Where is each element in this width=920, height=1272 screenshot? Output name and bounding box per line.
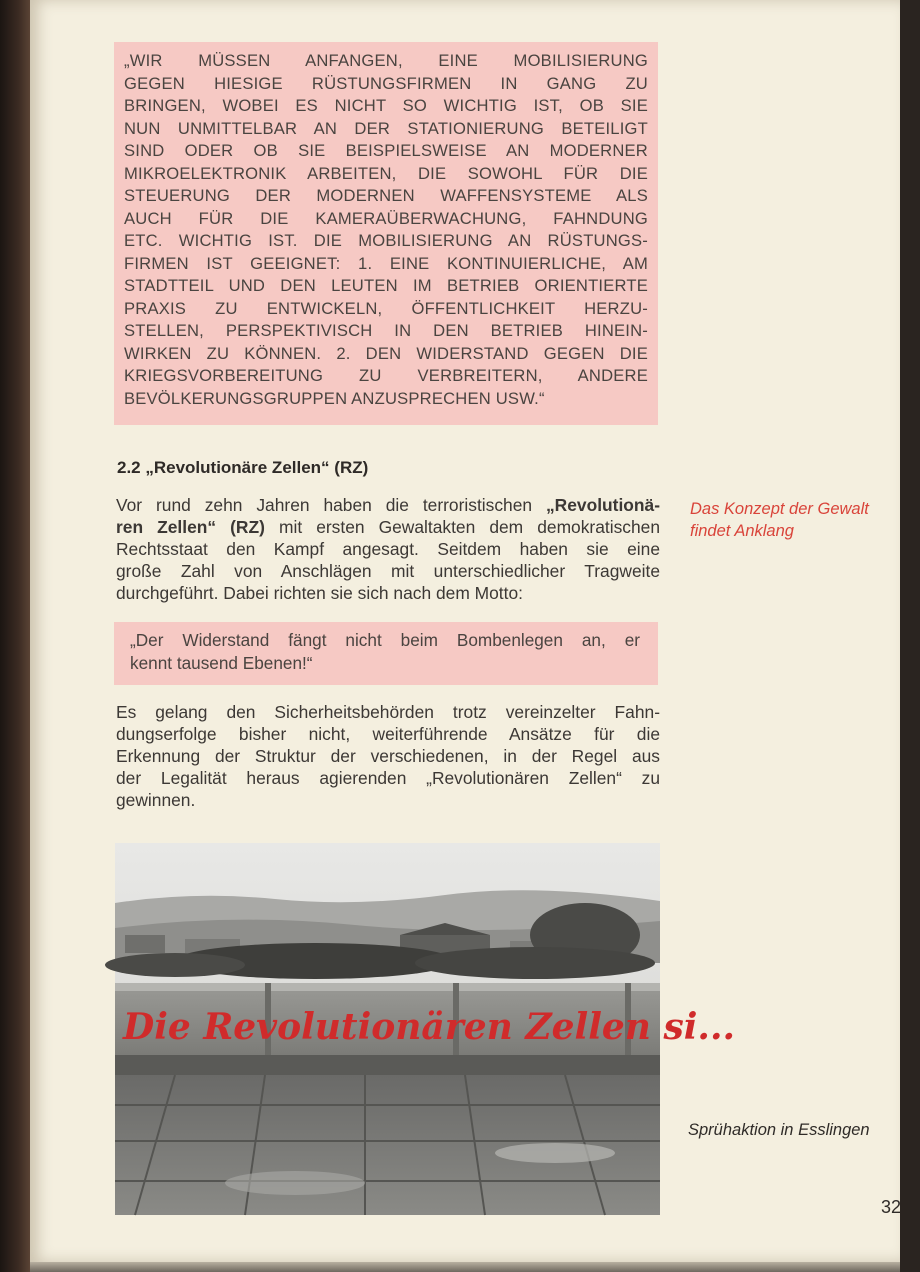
quote-line: WIRKEN ZU KÖNNEN. 2. DEN WIDERSTAND GEGEN DIE xyxy=(124,343,648,363)
margin-note-line: Das Konzept der Gewalt xyxy=(690,500,869,518)
quote-line: STELLEN, PERSPEKTIVISCH IN DEN BETRIEB HINEIN- xyxy=(124,321,648,340)
quote-line: KRIEGSVORBEREITUNG ZU VERBREITERN, ANDERE xyxy=(124,366,648,385)
page-edge xyxy=(30,1262,900,1272)
graffiti-text: Die Revolutionären Zellen si... xyxy=(123,1006,736,1048)
paragraph-line: durchgeführt. Dabei richten sie sich nach dem Motto: xyxy=(116,583,523,603)
paragraph-line: Erkennung der Struktur der verschiedenen, in der Regel aus xyxy=(116,746,660,766)
margin-note xyxy=(690,498,920,542)
bold-term: „Revolutionä- xyxy=(545,495,660,515)
book-binding xyxy=(0,0,30,1272)
quote-line: SIND ODER OB SIE BEISPIELSWEISE AN MODERNER xyxy=(124,141,648,160)
photo-caption: Sprühaktion in Esslingen xyxy=(688,1121,870,1139)
page-number: 32 xyxy=(881,1197,902,1217)
quote-line: AUCH FÜR DIE KAMERAÜBERWACHUNG, FAHNDUNG xyxy=(124,208,648,228)
section-heading: 2.2 „Revolutionäre Zellen“ (RZ) xyxy=(117,458,369,477)
paragraph-line: große Zahl von Anschlägen mit unterschiedlicher Tragweite xyxy=(116,561,660,581)
highlighted-quote-motto xyxy=(114,622,658,685)
paragraph-line: Rechtsstaat den Kampf angesagt. Seitdem haben sie eine xyxy=(116,539,660,559)
paragraph-line: gewinnen. xyxy=(116,790,196,810)
quote-line: STADTTEIL UND DEN LEUTEN IM BETRIEB ORIENTIERTE xyxy=(124,276,648,295)
graffiti-photo-illustration xyxy=(115,843,736,1215)
quote-line: PRAXIS ZU ENTWICKELN, ÖFFENTLICHKEIT HERZU- xyxy=(124,298,648,318)
quote-line: BEVÖLKERUNGSGRUPPEN ANZUSPRECHEN USW.“ xyxy=(124,388,545,408)
graffiti-photo xyxy=(115,843,736,1215)
quote-line: MIKROELEKTRONIK ARBEITEN, DIE SOWOHL FÜR DIE xyxy=(124,163,648,183)
quote-line: NUN UNMITTELBAR AN DER STATIONIERUNG BETEILIGT xyxy=(124,118,648,138)
quote-line: ETC. WICHTIG IST. DIE MOBILISIERUNG AN RÜSTUNGS- xyxy=(124,231,648,250)
quote-line: „WIR MÜSSEN ANFANGEN, EINE MOBILISIERUNG xyxy=(124,51,648,70)
quote-line: kennt tausend Ebenen!“ xyxy=(130,653,313,673)
bold-term: ren Zellen“ (RZ) xyxy=(116,517,265,537)
quote-line: STEUERUNG DER MODERNEN WAFFENSYSTEME ALS xyxy=(124,186,648,205)
paragraph-line: dungserfolge bisher nicht, weiterführende Ansätze für die xyxy=(116,724,660,744)
quote-line: GEGEN HIESIGE RÜSTUNGSFIRMEN IN GANG ZU xyxy=(124,73,648,93)
paragraph-investigation xyxy=(116,701,660,811)
paragraph-line: Vor rund zehn Jahren haben die terroristischen „Revolutionä- xyxy=(116,495,660,515)
quote-line: „Der Widerstand fängt nicht beim Bombenlegen an, er xyxy=(130,630,640,650)
paragraph-line: ren Zellen“ (RZ) mit ersten Gewaltakten dem demokratischen xyxy=(116,517,660,537)
margin-note-line: findet Anklang xyxy=(690,522,794,540)
quote-line: BRINGEN, WOBEI ES NICHT SO WICHTIG IST, OB SIE xyxy=(124,96,648,115)
highlighted-quote-rz-mobilization xyxy=(114,42,658,425)
paragraph-line: der Legalität heraus agierenden „Revolutionären Zellen“ zu xyxy=(116,768,660,788)
paragraph-intro-rz xyxy=(116,494,660,604)
quote-line: FIRMEN IST GEEIGNET: 1. EINE KONTINUIERLICHE, AM xyxy=(124,253,648,273)
paragraph-line: Es gelang den Sicherheitsbehörden trotz vereinzelter Fahn- xyxy=(116,702,660,722)
